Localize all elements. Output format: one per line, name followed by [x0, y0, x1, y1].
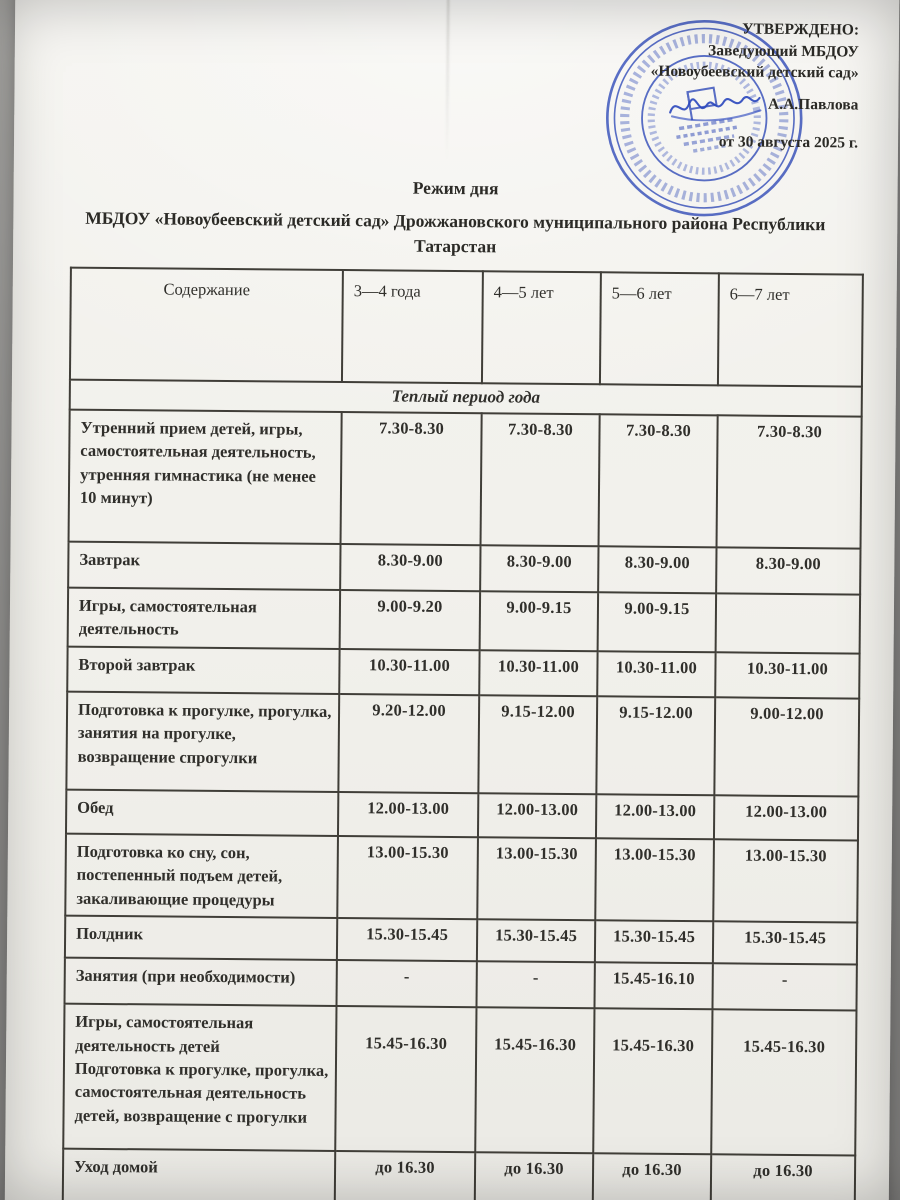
table-row — [66, 691, 859, 796]
activity-cell: Игры, самостоятельная деятельность детей Подготовка к прогулке, прогулка, самостоятельная деятельность детей, возвращение с прогулки — [63, 1004, 336, 1151]
time-cell: 15.30-15.45 — [595, 920, 713, 963]
signature-row — [528, 86, 858, 123]
time-cell: 12.00-13.00 — [338, 792, 478, 837]
header-age-6-7: 6—7 лет — [718, 273, 863, 386]
table-row — [65, 833, 858, 922]
table-row — [67, 646, 859, 698]
header-age-3-4: 3—4 года — [342, 270, 483, 383]
activity-cell: Игры, самостоятельная деятельность — [68, 588, 341, 649]
time-cell: 13.00-15.30 — [713, 839, 858, 923]
approval-date: от 30 августа 2025 г. — [718, 133, 859, 152]
title-block — [13, 174, 898, 263]
signature-icon — [666, 87, 762, 122]
time-cell: 13.00-15.30 — [337, 836, 478, 919]
table-row — [65, 916, 857, 965]
time-cell: до 16.30 — [711, 1154, 856, 1200]
time-cell: 10.30-11.00 — [339, 649, 479, 695]
time-cell: 9.00-9.15 — [598, 592, 717, 652]
time-cell: 12.00-13.00 — [714, 795, 858, 840]
time-cell: 15.30-15.45 — [477, 919, 595, 962]
activity-cell: Завтрак — [68, 542, 340, 590]
section-title: Теплый период года — [70, 380, 862, 417]
table-row — [66, 789, 858, 840]
time-cell: 12.00-13.00 — [478, 793, 596, 838]
paper-crease — [446, 0, 449, 160]
activity-cell: Подготовка к прогулке, прогулка, занятия на прогулке, возвращение спрогулки — [66, 691, 339, 791]
schedule-table — [62, 267, 864, 1200]
time-cell: 9.00-9.15 — [480, 591, 599, 651]
table-row — [65, 958, 857, 1011]
time-cell: 8.30-9.00 — [480, 545, 598, 592]
header-age-5-6: 5—6 лет — [600, 272, 719, 385]
time-cell: 9.00-12.00 — [714, 697, 859, 796]
activity-cell: Обед — [66, 789, 338, 835]
time-cell: 8.30-9.00 — [598, 546, 716, 593]
time-cell: 15.30-15.45 — [713, 921, 857, 964]
time-cell: до 16.30 — [593, 1153, 712, 1200]
activity-cell: Утренний прием детей, игры, самостоятельная деятельность, утренняя гимнастика (не менее 10 минут) — [69, 410, 342, 544]
time-cell: 13.00-15.30 — [477, 837, 596, 920]
time-cell: 10.30-11.00 — [597, 651, 715, 697]
table-row — [63, 1149, 856, 1200]
time-cell: 10.30-11.00 — [479, 650, 597, 696]
activity-cell: Полдник — [65, 916, 337, 960]
time-cell — [716, 593, 861, 653]
time-cell: 7.30-8.30 — [717, 415, 862, 548]
time-cell: 15.45-16.30 — [593, 1008, 712, 1154]
time-cell: 15.30-15.45 — [337, 918, 477, 961]
time-cell: 9.00-9.20 — [340, 590, 481, 650]
activity-cell: Второй завтрак — [67, 646, 339, 693]
table-row — [63, 1004, 856, 1156]
signature-name: А.А.Павлова — [768, 95, 859, 114]
header-age-4-5: 4—5 лет — [482, 271, 601, 384]
time-cell: 12.00-13.00 — [596, 794, 714, 839]
activity-cell: Подготовка ко сну, сон, постепенный подъем детей, закаливающие процедуры — [65, 833, 338, 918]
approval-line-approved: УТВЕРЖДЕНО: — [742, 20, 860, 39]
time-cell: - — [476, 961, 594, 1008]
time-cell: 7.30-8.30 — [341, 412, 482, 545]
table-header-row — [70, 268, 863, 387]
time-cell: 15.45-16.30 — [711, 1009, 856, 1155]
time-cell: до 16.30 — [475, 1152, 594, 1200]
time-cell: - — [712, 963, 856, 1010]
paper-sheet — [5, 0, 900, 1200]
time-cell: 9.15-12.00 — [478, 695, 597, 794]
time-cell: до 16.30 — [335, 1151, 476, 1200]
time-cell: 9.20-12.00 — [338, 694, 479, 793]
time-cell: 15.45-16.30 — [475, 1007, 594, 1153]
time-cell: 8.30-9.00 — [716, 547, 860, 594]
table-row — [69, 410, 862, 549]
page-title: Режим дня — [412, 177, 499, 199]
time-cell: 13.00-15.30 — [595, 838, 714, 921]
time-cell: 9.15-12.00 — [596, 696, 715, 795]
approval-line-position: Заведующий МБДОУ — [708, 41, 859, 61]
header-content: Содержание — [70, 268, 343, 382]
activity-cell: Уход домой — [63, 1149, 336, 1200]
time-cell: 7.30-8.30 — [599, 414, 718, 547]
page-subtitle: МБДОУ «Новоубеевский детский сад» Дрожжановского муниципального района Республики Татарстан — [85, 207, 826, 257]
approval-block — [528, 17, 859, 155]
time-cell: 15.45-16.30 — [335, 1006, 476, 1152]
table-row — [68, 542, 860, 595]
time-cell: 15.45-16.10 — [594, 962, 712, 1009]
approval-line-org: «Новоубеевский детский сад» — [650, 63, 859, 82]
time-cell: 7.30-8.30 — [481, 413, 600, 546]
activity-cell: Занятия (при необходимости) — [65, 958, 337, 1006]
time-cell: 10.30-11.00 — [715, 652, 859, 698]
time-cell: - — [336, 960, 476, 1007]
time-cell: 8.30-9.00 — [340, 544, 480, 591]
table-row — [68, 588, 860, 654]
